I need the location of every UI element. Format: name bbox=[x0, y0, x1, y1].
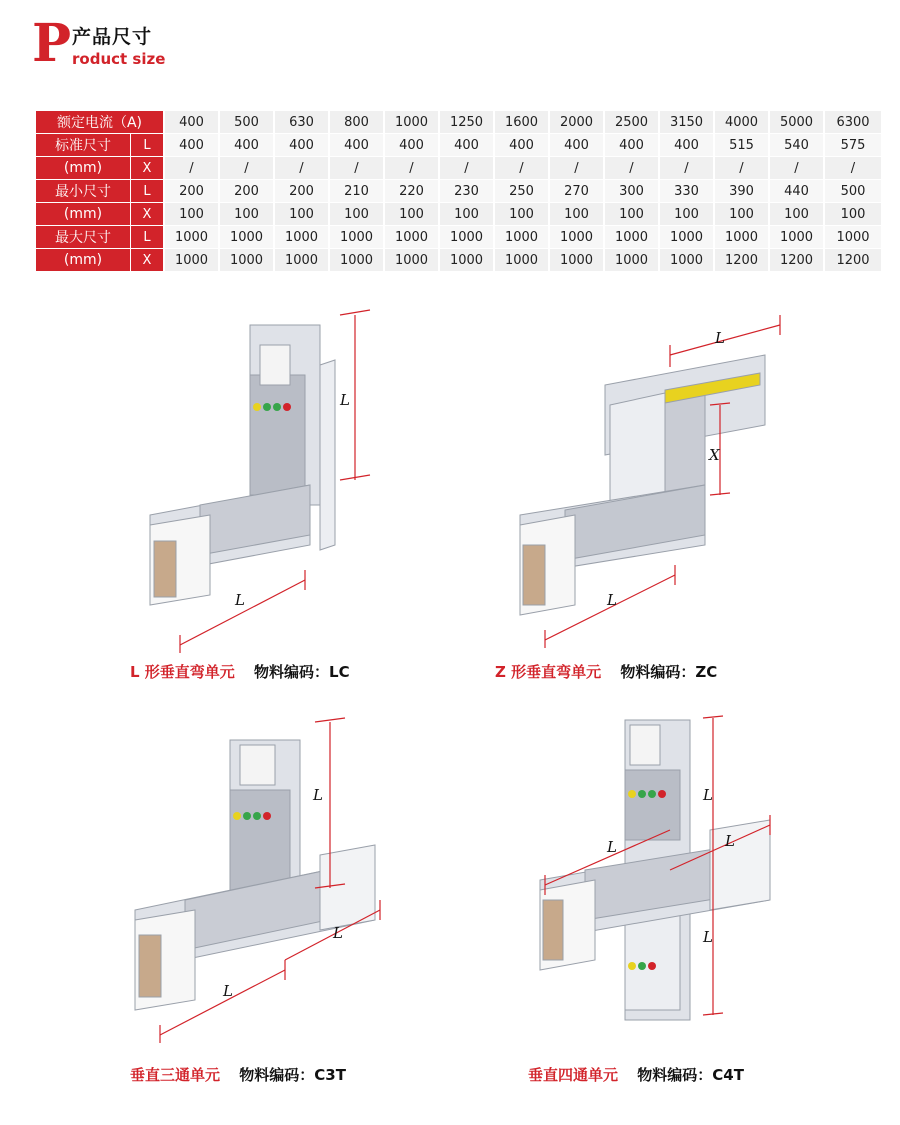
table-row bbox=[36, 249, 881, 272]
cell: 1000 bbox=[163, 226, 218, 249]
product-zc bbox=[505, 315, 795, 655]
cell: 200 bbox=[163, 180, 218, 203]
product-zc-illustration bbox=[505, 315, 795, 655]
housing bbox=[540, 720, 770, 1020]
row-sub-label: L bbox=[130, 180, 163, 203]
cell: 1000 bbox=[438, 249, 493, 272]
cell: 400 bbox=[273, 134, 328, 157]
cell: 1000 bbox=[218, 226, 273, 249]
cell: 400 bbox=[163, 111, 218, 134]
cell: 1000 bbox=[163, 249, 218, 272]
row-label: (mm) bbox=[36, 203, 130, 226]
product-name: 垂直四通单元 bbox=[528, 1066, 619, 1084]
header-letter: P bbox=[32, 13, 72, 74]
cell: 1200 bbox=[768, 249, 823, 272]
dim-label-left: L bbox=[607, 838, 617, 856]
cell: 1000 bbox=[328, 249, 383, 272]
row-sub-label: X bbox=[130, 157, 163, 180]
cell: 400 bbox=[328, 134, 383, 157]
product-code: 物料编码：LC bbox=[254, 663, 350, 681]
row-label: 最大尺寸 bbox=[36, 226, 130, 249]
cell: 4000 bbox=[713, 111, 768, 134]
cell: / bbox=[328, 157, 383, 180]
cell: 330 bbox=[658, 180, 713, 203]
cell: / bbox=[658, 157, 713, 180]
cell: / bbox=[438, 157, 493, 180]
product-code: 物料编码：ZC bbox=[620, 663, 718, 681]
product-c4t bbox=[525, 710, 790, 1040]
dim-label-vertical: L bbox=[313, 786, 323, 804]
cell: 100 bbox=[823, 203, 881, 226]
cell: 1000 bbox=[713, 226, 768, 249]
cell: 390 bbox=[713, 180, 768, 203]
dim-label-left: L bbox=[223, 982, 233, 1000]
cell: 1000 bbox=[493, 226, 548, 249]
cell: 400 bbox=[548, 134, 603, 157]
cell: 400 bbox=[383, 134, 438, 157]
cell: 6300 bbox=[823, 111, 881, 134]
cell: 100 bbox=[328, 203, 383, 226]
table-row bbox=[36, 180, 881, 203]
product-c3t-caption bbox=[130, 1064, 346, 1085]
dim-label-horizontal: L bbox=[235, 591, 245, 609]
cell: 1000 bbox=[493, 249, 548, 272]
header-title-cn: 产品尺寸 bbox=[72, 26, 153, 48]
cell: 500 bbox=[218, 111, 273, 134]
cell: 1200 bbox=[823, 249, 881, 272]
housing bbox=[150, 325, 335, 605]
cell: 1000 bbox=[383, 111, 438, 134]
cell: 500 bbox=[823, 180, 881, 203]
cell: 1000 bbox=[438, 226, 493, 249]
cell: 1000 bbox=[548, 226, 603, 249]
row-label: (mm) bbox=[36, 157, 130, 180]
cell: 100 bbox=[218, 203, 273, 226]
cell: 1000 bbox=[383, 249, 438, 272]
product-code: 物料编码：C4T bbox=[637, 1066, 744, 1084]
product-zc-caption bbox=[495, 661, 717, 682]
cell: 1000 bbox=[383, 226, 438, 249]
table-row bbox=[36, 203, 881, 226]
cell: 1000 bbox=[603, 226, 658, 249]
cell: 540 bbox=[768, 134, 823, 157]
cell: 1250 bbox=[438, 111, 493, 134]
cell: 100 bbox=[163, 203, 218, 226]
product-c4t-caption bbox=[528, 1064, 744, 1085]
cell: / bbox=[768, 157, 823, 180]
cell: 440 bbox=[768, 180, 823, 203]
cell: 210 bbox=[328, 180, 383, 203]
cell: 220 bbox=[383, 180, 438, 203]
cell: 1000 bbox=[328, 226, 383, 249]
row-label: 额定电流（A) bbox=[36, 111, 163, 134]
header-title-en: roduct size bbox=[72, 50, 166, 68]
cell: 800 bbox=[328, 111, 383, 134]
cell: / bbox=[603, 157, 658, 180]
cell: / bbox=[823, 157, 881, 180]
cell: 100 bbox=[438, 203, 493, 226]
cell: 270 bbox=[548, 180, 603, 203]
cell: 400 bbox=[438, 134, 493, 157]
dim-label-x: X bbox=[709, 446, 720, 464]
cell: 100 bbox=[493, 203, 548, 226]
cell: 100 bbox=[768, 203, 823, 226]
housing bbox=[520, 355, 765, 615]
cell: 1000 bbox=[768, 226, 823, 249]
cell: 200 bbox=[273, 180, 328, 203]
cell: 1000 bbox=[273, 249, 328, 272]
cell: 2500 bbox=[603, 111, 658, 134]
row-label: 标准尺寸 bbox=[36, 134, 130, 157]
product-name: L 形垂直弯单元 bbox=[130, 663, 235, 681]
cell: 1000 bbox=[218, 249, 273, 272]
dim-label-right: L bbox=[333, 924, 343, 942]
cell: / bbox=[548, 157, 603, 180]
section-header bbox=[32, 14, 232, 74]
cell: 100 bbox=[713, 203, 768, 226]
product-lc bbox=[140, 305, 390, 655]
cell: / bbox=[493, 157, 548, 180]
product-name: Z 形垂直弯单元 bbox=[495, 663, 602, 681]
dim-label-bottom: L bbox=[607, 591, 617, 609]
cell: 100 bbox=[548, 203, 603, 226]
cell: 100 bbox=[383, 203, 438, 226]
row-sub-label: L bbox=[130, 226, 163, 249]
cell: / bbox=[218, 157, 273, 180]
cell: 100 bbox=[658, 203, 713, 226]
row-sub-label: L bbox=[130, 134, 163, 157]
cell: / bbox=[383, 157, 438, 180]
cell: 400 bbox=[603, 134, 658, 157]
cell: 300 bbox=[603, 180, 658, 203]
cell: 400 bbox=[658, 134, 713, 157]
cell: 575 bbox=[823, 134, 881, 157]
cell: 250 bbox=[493, 180, 548, 203]
cell: 630 bbox=[273, 111, 328, 134]
table-row bbox=[36, 226, 881, 249]
cell: 3150 bbox=[658, 111, 713, 134]
row-sub-label: X bbox=[130, 249, 163, 272]
product-name: 垂直三通单元 bbox=[130, 1066, 221, 1084]
product-lc-illustration bbox=[140, 305, 390, 655]
cell: 1200 bbox=[713, 249, 768, 272]
product-code: 物料编码：C3T bbox=[239, 1066, 346, 1084]
table-row bbox=[36, 134, 881, 157]
cell: / bbox=[273, 157, 328, 180]
product-c3t bbox=[125, 710, 395, 1050]
dim-label-bottom: L bbox=[703, 928, 713, 946]
spec-table bbox=[36, 111, 881, 272]
dim-label-top: L bbox=[703, 786, 713, 804]
cell: 1000 bbox=[658, 226, 713, 249]
table-row bbox=[36, 111, 881, 134]
cell: / bbox=[713, 157, 768, 180]
cell: / bbox=[163, 157, 218, 180]
cell: 1600 bbox=[493, 111, 548, 134]
cell: 1000 bbox=[658, 249, 713, 272]
row-label: (mm) bbox=[36, 249, 130, 272]
cell: 5000 bbox=[768, 111, 823, 134]
cell: 515 bbox=[713, 134, 768, 157]
cell: 200 bbox=[218, 180, 273, 203]
row-label: 最小尺寸 bbox=[36, 180, 130, 203]
cell: 100 bbox=[273, 203, 328, 226]
cell: 1000 bbox=[548, 249, 603, 272]
row-sub-label: X bbox=[130, 203, 163, 226]
product-c4t-illustration bbox=[525, 710, 790, 1040]
cell: 230 bbox=[438, 180, 493, 203]
table-row bbox=[36, 157, 881, 180]
dim-label-right: L bbox=[725, 832, 735, 850]
cell: 1000 bbox=[273, 226, 328, 249]
dim-label-top: L bbox=[715, 329, 725, 347]
cell: 400 bbox=[493, 134, 548, 157]
cell: 400 bbox=[218, 134, 273, 157]
product-c3t-illustration bbox=[125, 710, 395, 1050]
cell: 100 bbox=[603, 203, 658, 226]
cell: 1000 bbox=[823, 226, 881, 249]
product-lc-caption bbox=[130, 661, 350, 682]
cell: 1000 bbox=[603, 249, 658, 272]
cell: 2000 bbox=[548, 111, 603, 134]
housing bbox=[135, 740, 375, 1010]
cell: 400 bbox=[163, 134, 218, 157]
dim-label-vertical: L bbox=[340, 391, 350, 409]
